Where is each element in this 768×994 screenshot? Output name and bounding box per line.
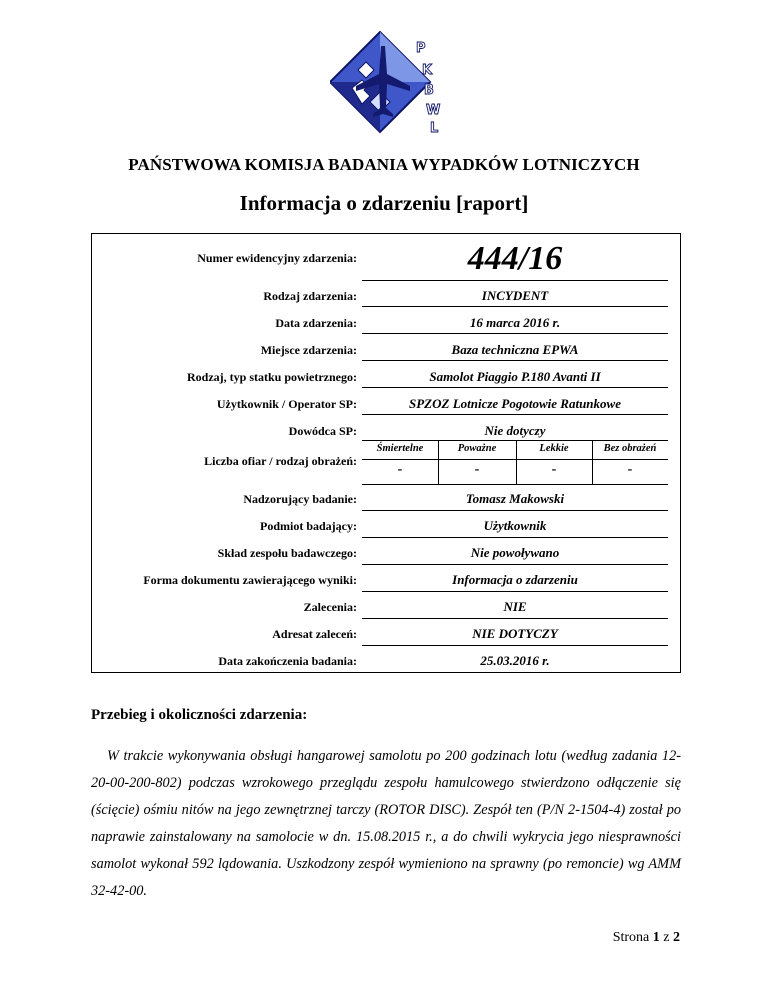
investigating-entity-label: Podmiot badający:: [260, 519, 357, 533]
logo-letter-b: B: [424, 83, 434, 98]
event-type-label: Rodzaj zdarzenia:: [263, 289, 357, 303]
casualties-value-serious: -: [474, 462, 480, 477]
case-number-value: 444/16: [467, 240, 563, 277]
event-location-label: Miejsce zdarzenia:: [260, 343, 357, 357]
field-underline: [362, 360, 668, 361]
field-underline: [362, 537, 668, 538]
document-title: Informacja o zdarzeniu [raport]: [239, 191, 529, 215]
casualties-value-fatal: -: [397, 462, 403, 477]
field-underline: [362, 414, 668, 415]
case-number-label: Numer ewidencyjny zdarzenia:: [197, 251, 357, 265]
pkbwl-logo: [330, 28, 456, 136]
field-underline: [362, 645, 668, 646]
casualties-value-none: -: [627, 462, 633, 477]
field-underline: [362, 618, 668, 619]
section-title: Przebieg i okoliczności zdarzenia:: [91, 707, 308, 723]
supervisor-value: Tomasz Makowski: [465, 491, 565, 506]
logo-letter-k: K: [422, 63, 433, 78]
field-underline: [362, 387, 668, 388]
event-date-label: Data zdarzenia:: [275, 316, 357, 330]
field-underline: [362, 440, 668, 441]
casualties-divider: [592, 440, 593, 484]
field-underline: [362, 484, 668, 485]
recommendation-addressee-value: NIE DOTYCZY: [472, 626, 558, 641]
event-location-value: Baza techniczna EPWA: [451, 342, 579, 357]
casualties-header-serious: Poważne: [457, 443, 497, 454]
aircraft-type-label: Rodzaj, typ statku powietrznego:: [187, 370, 357, 384]
team-label: Skład zespołu badawczego:: [217, 546, 357, 560]
logo-letter-p: P: [416, 41, 426, 56]
logo-letter-w: W: [426, 103, 441, 118]
casualties-value-minor: -: [551, 462, 557, 477]
page-current: 1: [652, 930, 660, 945]
casualties-divider: [516, 440, 517, 484]
field-underline: [362, 591, 668, 592]
event-date-value: 16 marca 2016 r.: [469, 315, 561, 330]
casualties-header-none: Bez obrażeń: [603, 443, 657, 454]
document-form-label: Forma dokumentu zawierającego wyniki:: [143, 573, 357, 587]
team-value: Nie powoływano: [470, 545, 560, 560]
recommendations-label: Zalecenia:: [303, 600, 357, 614]
investigating-entity-value: Użytkownik: [483, 518, 547, 533]
completion-date-value: 25.03.2016 r.: [480, 653, 550, 668]
commander-label: Dowódca SP:: [288, 424, 357, 438]
narrative-text: W trakcie wykonywania obsługi hangarowej samolotu po 200 godzinach lotu (według zadania 12-20-00-200-802) podczas wzrokowego przeglądu zespołu hamulcowego stwierdzono odłączenie się (ścięcie) ośmiu nitów na jego zewnętrznej tarczy (ROTOR DISC). Zespół ten (P/N 2-1504-4) został po naprawie zainstalowany na samolocie w dn. 15.08.2015 r., a do chwili wykrycia jego niesprawności samolot wykonał 592 lądowania. Uszkodzony zespół wymieniono na sprawny (po remoncie) wg AMM 32-42-00.: [91, 748, 681, 899]
organization-name: PAŃSTWOWA KOMISJA BADANIA WYPADKÓW LOTNICZYCH: [128, 155, 640, 174]
casualties-header-fatal: Śmiertelne: [376, 443, 424, 454]
operator-label: Użytkownik / Operator SP:: [216, 397, 357, 411]
casualties-divider: [438, 440, 439, 484]
field-underline: [362, 510, 668, 511]
page-word: Strona: [612, 930, 650, 945]
commander-value: Nie dotyczy: [484, 423, 546, 438]
casualties-header-underline: [362, 459, 668, 460]
recommendation-addressee-label: Adresat zaleceń:: [272, 627, 357, 641]
supervisor-label: Nadzorujący badanie:: [243, 492, 357, 506]
casualties-header-minor: Lekkie: [539, 443, 569, 454]
field-underline: [362, 280, 668, 281]
field-underline: [362, 306, 668, 307]
event-narrative: [91, 743, 681, 905]
field-underline: [362, 564, 668, 565]
aircraft-type-value: Samolot Piaggio P.180 Avanti II: [429, 369, 601, 384]
operator-value: SPZOZ Lotnicze Pogotowie Ratunkowe: [409, 396, 621, 411]
logo-letter-l: L: [430, 121, 439, 136]
page-number: [613, 930, 680, 946]
page-sep: z: [663, 930, 670, 945]
recommendations-value: NIE: [503, 599, 527, 614]
field-underline: [362, 333, 668, 334]
document-form-value: Informacja o zdarzeniu: [452, 572, 578, 587]
event-info-form: [91, 233, 681, 673]
page-total: 2: [673, 930, 680, 945]
casualties-label: Liczba ofiar / rodzaj obrażeń:: [204, 454, 357, 468]
event-type-value: INCYDENT: [481, 288, 549, 303]
completion-date-label: Data zakończenia badania:: [218, 654, 357, 668]
